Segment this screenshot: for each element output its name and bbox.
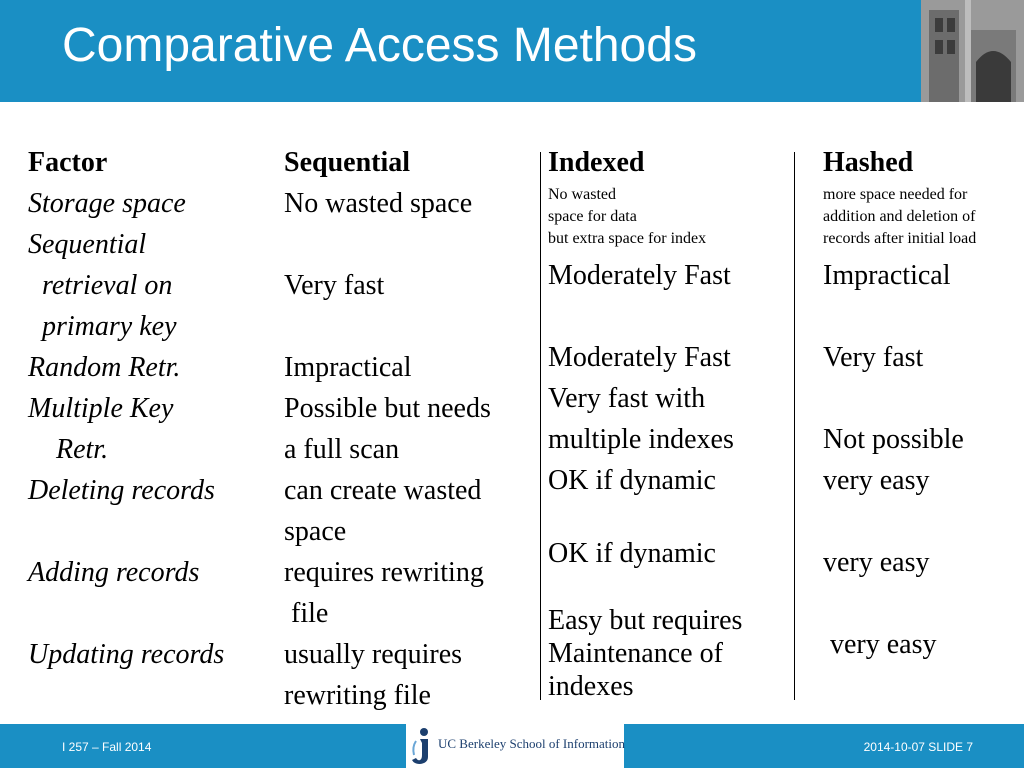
indexed-row: Very fast with xyxy=(548,383,706,414)
factor-header: Factor xyxy=(28,147,108,178)
slide-title: Comparative Access Methods xyxy=(62,19,697,72)
hashed-header: Hashed xyxy=(823,147,914,178)
hashed-row: Impractical xyxy=(823,260,951,291)
indexed-row: Moderately Fast xyxy=(548,260,731,291)
ischool-logo-text: UC Berkeley School of Information xyxy=(438,736,626,751)
factor-row: Deleting records xyxy=(28,475,215,506)
campanile-photo-icon xyxy=(921,0,1024,102)
hashed-note: records after initial load xyxy=(823,230,977,247)
indexed-row: OK if dynamic xyxy=(548,465,716,496)
column-divider xyxy=(794,152,795,700)
indexed-row: Moderately Fast xyxy=(548,342,731,373)
hashed-row: Very fast xyxy=(823,342,924,373)
factor-row: Updating records xyxy=(28,639,225,670)
sequential-row: file xyxy=(284,598,329,629)
sequential-row: a full scan xyxy=(284,434,400,465)
hashed-row: very easy xyxy=(823,629,937,660)
indexed-note: No wasted xyxy=(548,186,616,203)
indexed-row: indexes xyxy=(548,671,634,702)
course-label: I 257 – Fall 2014 xyxy=(62,740,152,754)
sequential-row: Very fast xyxy=(284,270,385,301)
sequential-row: usually requires xyxy=(284,639,463,670)
sequential-row: rewriting file xyxy=(284,680,431,711)
factor-row: Sequential xyxy=(28,229,147,260)
sequential-row: No wasted space xyxy=(284,188,473,219)
factor-row: Random Retr. xyxy=(28,352,181,383)
indexed-row: multiple indexes xyxy=(548,424,734,455)
sequential-row: Possible but needs xyxy=(284,393,491,424)
factor-row: primary key xyxy=(28,311,177,342)
factor-row: retrieval on xyxy=(28,270,173,301)
factor-row: Retr. xyxy=(28,434,109,465)
column-divider xyxy=(540,152,541,700)
indexed-row: OK if dynamic xyxy=(548,538,716,569)
sequential-header: Sequential xyxy=(284,147,411,178)
hashed-row: very easy xyxy=(823,465,930,496)
indexed-header: Indexed xyxy=(548,147,645,178)
sequential-row: Impractical xyxy=(284,352,412,383)
indexed-row: Maintenance of xyxy=(548,638,723,669)
indexed-note: but extra space for index xyxy=(548,230,707,247)
factor-row: Multiple Key xyxy=(28,393,174,424)
indexed-note: space for data xyxy=(548,208,637,225)
factor-row: Storage space xyxy=(28,188,186,219)
sequential-row: space xyxy=(284,516,347,547)
hashed-note: more space needed for xyxy=(823,186,968,203)
indexed-row: Easy but requires xyxy=(548,605,743,636)
hashed-row: very easy xyxy=(823,547,930,578)
slide-number: 2014-10-07 SLIDE 7 xyxy=(863,740,973,754)
ischool-i-icon xyxy=(410,727,434,765)
sequential-row: can create wasted xyxy=(284,475,482,506)
sequential-row: requires rewriting xyxy=(284,557,484,588)
factor-row: Adding records xyxy=(28,557,200,588)
hashed-note: addition and deletion of xyxy=(823,208,976,225)
hashed-row: Not possible xyxy=(823,424,964,455)
